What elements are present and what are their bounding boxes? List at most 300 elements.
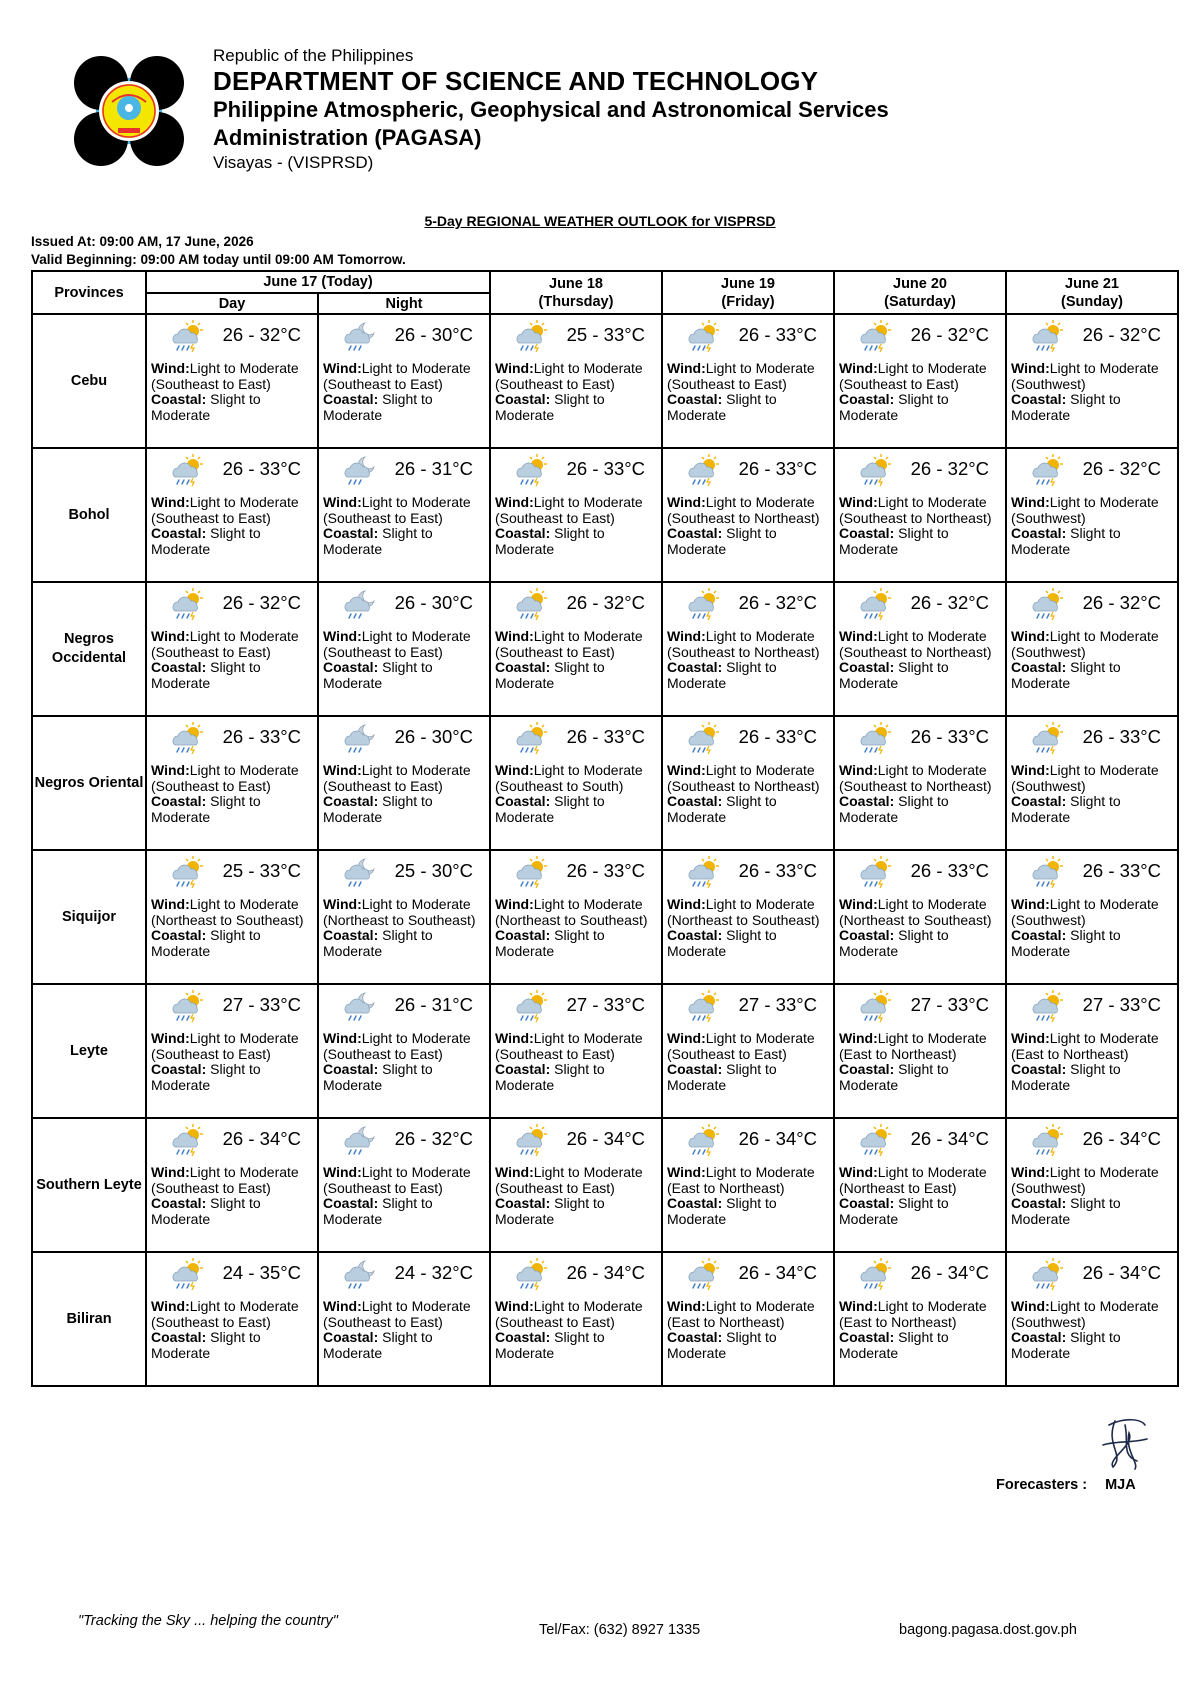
wind-label: Wind:	[323, 762, 362, 778]
today-day-header: Day	[146, 293, 318, 314]
wind-label: Wind:	[667, 762, 706, 778]
wind-value: Light to Moderate (Northeast to Southeast)	[323, 896, 476, 928]
forecast-cell	[662, 448, 834, 582]
temperature-range: 26 - 33°C	[910, 860, 989, 881]
forecast-cell	[662, 1252, 834, 1386]
coastal-label: Coastal:	[323, 1061, 379, 1078]
wind-value: Light to Moderate (Southeast to East)	[323, 1030, 471, 1062]
coastal-label: Coastal:	[151, 927, 207, 944]
partly-cloudy-rain-icon	[1029, 721, 1065, 755]
partly-cloudy-rain-icon	[513, 1257, 549, 1291]
coastal-label: Coastal:	[1011, 1061, 1067, 1078]
coastal-info	[495, 1196, 657, 1227]
coastal-value: Slight to Moderate	[151, 793, 261, 825]
coastal-info	[839, 392, 1001, 423]
wind-value: Light to Moderate (East to Northeast)	[667, 1298, 815, 1330]
coastal-value: Slight to Moderate	[323, 659, 433, 691]
forecast-cell	[146, 582, 318, 716]
wind-info	[323, 1031, 485, 1062]
wind-value: Light to Moderate (Southeast to East)	[151, 628, 299, 660]
coastal-value: Slight to Moderate	[839, 927, 949, 959]
wind-value: Light to Moderate (Southeast to East)	[495, 1298, 643, 1330]
forecast-cell	[490, 1118, 662, 1252]
forecasters-name: MJA	[1105, 1477, 1136, 1493]
forecasters-label: Forecasters :	[996, 1477, 1088, 1493]
night-cloud-rain-icon	[341, 453, 377, 487]
wind-info	[839, 897, 1001, 928]
coastal-value: Slight to Moderate	[495, 1061, 605, 1093]
partly-cloudy-rain-icon	[169, 587, 205, 621]
wind-value: Light to Moderate (Southeast to East)	[323, 628, 471, 660]
partly-cloudy-rain-icon	[685, 1123, 721, 1157]
wind-value: Light to Moderate (Southeast to East)	[495, 494, 643, 526]
region-line: Visayas - (VISPRSD)	[213, 153, 374, 172]
forecaster-signature-icon	[1095, 1415, 1155, 1473]
wind-info	[495, 629, 657, 660]
temperature-range: 27 - 33°C	[1082, 994, 1161, 1015]
wind-value: Light to Moderate (Southeast to East)	[495, 628, 643, 660]
coastal-value: Slight to Moderate	[495, 927, 605, 959]
forecast-cell	[834, 716, 1006, 850]
coastal-value: Slight to Moderate	[495, 1329, 605, 1361]
coastal-info	[495, 794, 657, 825]
wind-info	[151, 495, 313, 526]
temperature-range: 25 - 33°C	[222, 860, 301, 881]
forecast-cell	[318, 850, 490, 984]
coastal-info	[667, 526, 829, 557]
coastal-value: Slight to Moderate	[1011, 659, 1121, 691]
coastal-info	[839, 1330, 1001, 1361]
wind-info	[151, 1299, 313, 1330]
forecast-cell	[662, 582, 834, 716]
wind-info	[1011, 629, 1173, 660]
temperature-range: 26 - 34°C	[910, 1128, 989, 1149]
day-weekday: (Friday)	[721, 293, 775, 310]
coastal-info	[151, 660, 313, 691]
forecast-cell	[146, 984, 318, 1118]
wind-info	[667, 763, 829, 794]
valid-beginning: Valid Beginning: 09:00 AM today until 09:00 AM Tomorrow.	[31, 252, 406, 267]
coastal-info	[323, 526, 485, 557]
forecast-cell	[490, 984, 662, 1118]
coastal-info	[495, 928, 657, 959]
coastal-label: Coastal:	[495, 1061, 551, 1078]
coastal-info	[323, 1062, 485, 1093]
coastal-info	[667, 928, 829, 959]
temperature-range: 26 - 34°C	[738, 1128, 817, 1149]
coastal-value: Slight to Moderate	[1011, 927, 1121, 959]
wind-info	[1011, 1165, 1173, 1196]
partly-cloudy-rain-icon	[513, 989, 549, 1023]
wind-info	[495, 763, 657, 794]
coastal-value: Slight to Moderate	[667, 659, 777, 691]
forecast-cell	[318, 716, 490, 850]
coastal-info	[667, 1330, 829, 1361]
coastal-label: Coastal:	[667, 1061, 723, 1078]
outlook-title: 5-Day REGIONAL WEATHER OUTLOOK for VISPRSD	[424, 213, 776, 229]
temperature-range: 26 - 34°C	[1082, 1128, 1161, 1149]
coastal-info	[151, 526, 313, 557]
coastal-info	[323, 392, 485, 423]
wind-value: Light to Moderate (Southeast to East)	[323, 762, 471, 794]
wind-value: Light to Moderate (East to Northeast)	[839, 1030, 987, 1062]
temperature-range: 27 - 33°C	[566, 994, 645, 1015]
forecast-cell	[834, 1252, 1006, 1386]
wind-label: Wind:	[495, 762, 534, 778]
wind-label: Wind:	[839, 1164, 878, 1180]
partly-cloudy-rain-icon	[685, 1257, 721, 1291]
wind-label: Wind:	[151, 896, 190, 912]
coastal-label: Coastal:	[667, 1329, 723, 1346]
day-weekday: (Sunday)	[1060, 293, 1124, 310]
partly-cloudy-rain-icon	[513, 721, 549, 755]
wind-label: Wind:	[495, 896, 534, 912]
partly-cloudy-rain-icon	[513, 319, 549, 353]
coastal-info	[495, 526, 657, 557]
wind-info	[495, 495, 657, 526]
coastal-value: Slight to Moderate	[495, 1195, 605, 1227]
coastal-info	[839, 660, 1001, 691]
partly-cloudy-rain-icon	[685, 989, 721, 1023]
coastal-value: Slight to Moderate	[323, 525, 433, 557]
night-cloud-rain-icon	[341, 721, 377, 755]
wind-info	[151, 897, 313, 928]
coastal-label: Coastal:	[323, 659, 379, 676]
day-date: June 20	[893, 275, 947, 292]
province-row	[32, 1118, 1178, 1252]
coastal-label: Coastal:	[323, 525, 379, 542]
wind-value: Light to Moderate (Southeast to South)	[495, 762, 643, 794]
temperature-range: 26 - 33°C	[566, 726, 645, 747]
coastal-label: Coastal:	[839, 525, 895, 542]
wind-label: Wind:	[495, 1030, 534, 1046]
temperature-range: 26 - 30°C	[394, 324, 473, 345]
forecast-cell	[146, 1118, 318, 1252]
wind-value: Light to Moderate (Northeast to Southeast)	[667, 896, 820, 928]
wind-label: Wind:	[839, 762, 878, 778]
coastal-value: Slight to Moderate	[1011, 793, 1121, 825]
coastal-label: Coastal:	[1011, 793, 1067, 810]
night-cloud-rain-icon	[341, 1123, 377, 1157]
night-cloud-rain-icon	[341, 989, 377, 1023]
partly-cloudy-rain-icon	[169, 319, 205, 353]
temperature-range: 26 - 32°C	[910, 324, 989, 345]
wind-value: Light to Moderate (Northeast to Southeast)	[495, 896, 648, 928]
day-header-june20	[834, 271, 1006, 314]
wind-value: Light to Moderate (Southeast to East)	[151, 360, 299, 392]
wind-label: Wind:	[667, 896, 706, 912]
day-date: June 19	[721, 275, 775, 292]
province-name: Siquijor	[32, 850, 146, 984]
forecast-cell	[318, 314, 490, 448]
coastal-label: Coastal:	[495, 1329, 551, 1346]
wind-label: Wind:	[151, 1164, 190, 1180]
forecast-cell	[662, 850, 834, 984]
forecast-cell	[1006, 984, 1178, 1118]
forecast-cell	[662, 716, 834, 850]
wind-value: Light to Moderate (Southeast to Northeast)	[667, 494, 820, 526]
province-name: Cebu	[32, 314, 146, 448]
coastal-label: Coastal:	[1011, 525, 1067, 542]
wind-label: Wind:	[667, 494, 706, 510]
temperature-range: 26 - 32°C	[394, 1128, 473, 1149]
coastal-value: Slight to Moderate	[151, 525, 261, 557]
coastal-label: Coastal:	[1011, 1329, 1067, 1346]
coastal-label: Coastal:	[151, 1195, 207, 1212]
partly-cloudy-rain-icon	[1029, 587, 1065, 621]
wind-value: Light to Moderate (Southeast to Northeast)	[839, 762, 992, 794]
temperature-range: 26 - 33°C	[738, 324, 817, 345]
coastal-label: Coastal:	[323, 1329, 379, 1346]
temperature-range: 24 - 35°C	[222, 1262, 301, 1283]
wind-info	[839, 1031, 1001, 1062]
temperature-range: 26 - 32°C	[910, 592, 989, 613]
forecast-cell	[490, 582, 662, 716]
coastal-label: Coastal:	[323, 1195, 379, 1212]
wind-value: Light to Moderate (Northeast to East)	[839, 1164, 987, 1196]
coastal-info	[1011, 660, 1173, 691]
coastal-label: Coastal:	[151, 659, 207, 676]
coastal-label: Coastal:	[839, 1329, 895, 1346]
coastal-label: Coastal:	[667, 391, 723, 408]
wind-label: Wind:	[839, 628, 878, 644]
coastal-value: Slight to Moderate	[1011, 1195, 1121, 1227]
temperature-range: 26 - 32°C	[738, 592, 817, 613]
coastal-value: Slight to Moderate	[495, 525, 605, 557]
republic-line: Republic of the Philippines	[213, 46, 414, 65]
coastal-label: Coastal:	[495, 1195, 551, 1212]
coastal-label: Coastal:	[667, 525, 723, 542]
coastal-value: Slight to Moderate	[151, 1195, 261, 1227]
temperature-range: 26 - 33°C	[738, 458, 817, 479]
partly-cloudy-rain-icon	[1029, 1123, 1065, 1157]
coastal-label: Coastal:	[839, 1061, 895, 1078]
wind-label: Wind:	[667, 1030, 706, 1046]
coastal-label: Coastal:	[323, 793, 379, 810]
wind-label: Wind:	[667, 1164, 706, 1180]
coastal-info	[667, 1062, 829, 1093]
wind-info	[1011, 1031, 1173, 1062]
coastal-value: Slight to Moderate	[839, 1195, 949, 1227]
wind-value: Light to Moderate (Southeast to East)	[323, 1298, 471, 1330]
temperature-range: 26 - 33°C	[222, 458, 301, 479]
wind-info	[495, 1165, 657, 1196]
wind-label: Wind:	[667, 628, 706, 644]
coastal-info	[839, 928, 1001, 959]
night-cloud-rain-icon	[341, 587, 377, 621]
wind-label: Wind:	[839, 1298, 878, 1314]
issued-at: Issued At: 09:00 AM, 17 June, 2026	[31, 234, 254, 249]
wind-label: Wind:	[495, 1298, 534, 1314]
coastal-label: Coastal:	[495, 793, 551, 810]
wind-label: Wind:	[323, 360, 362, 376]
wind-info	[839, 763, 1001, 794]
forecast-cell	[662, 984, 834, 1118]
temperature-range: 26 - 32°C	[1082, 458, 1161, 479]
wind-label: Wind:	[1011, 628, 1050, 644]
temperature-range: 27 - 33°C	[222, 994, 301, 1015]
wind-label: Wind:	[667, 1298, 706, 1314]
wind-value: Light to Moderate (Southeast to East)	[151, 1030, 299, 1062]
wind-info	[495, 1031, 657, 1062]
temperature-range: 24 - 32°C	[394, 1262, 473, 1283]
coastal-info	[495, 1330, 657, 1361]
coastal-value: Slight to Moderate	[839, 793, 949, 825]
coastal-info	[323, 660, 485, 691]
wind-info	[323, 897, 485, 928]
night-cloud-rain-icon	[341, 855, 377, 889]
wind-label: Wind:	[495, 628, 534, 644]
wind-info	[667, 1299, 829, 1330]
wind-info	[1011, 897, 1173, 928]
wind-info	[323, 1299, 485, 1330]
wind-value: Light to Moderate (Southeast to East)	[151, 762, 299, 794]
wind-info	[323, 763, 485, 794]
partly-cloudy-rain-icon	[685, 319, 721, 353]
coastal-info	[151, 1330, 313, 1361]
coastal-info	[839, 1062, 1001, 1093]
forecast-cell	[490, 850, 662, 984]
day-header-june18	[490, 271, 662, 314]
partly-cloudy-rain-icon	[513, 1123, 549, 1157]
partly-cloudy-rain-icon	[169, 855, 205, 889]
coastal-info	[151, 1062, 313, 1093]
wind-info	[1011, 1299, 1173, 1330]
partly-cloudy-rain-icon	[169, 1257, 205, 1291]
province-row	[32, 314, 1178, 448]
outlook-title-wrap	[0, 213, 1200, 231]
wind-info	[495, 1299, 657, 1330]
wind-value: Light to Moderate (Southwest)	[1011, 762, 1159, 794]
temperature-range: 26 - 33°C	[566, 458, 645, 479]
wind-info	[1011, 361, 1173, 392]
coastal-info	[323, 794, 485, 825]
wind-value: Light to Moderate (Southeast to East)	[839, 360, 987, 392]
wind-label: Wind:	[323, 628, 362, 644]
province-row	[32, 582, 1178, 716]
temperature-range: 26 - 33°C	[738, 860, 817, 881]
forecast-cell	[318, 448, 490, 582]
coastal-value: Slight to Moderate	[323, 1061, 433, 1093]
coastal-label: Coastal:	[495, 927, 551, 944]
province-row	[32, 1252, 1178, 1386]
temperature-range: 26 - 32°C	[222, 324, 301, 345]
wind-label: Wind:	[495, 1164, 534, 1180]
partly-cloudy-rain-icon	[857, 855, 893, 889]
temperature-range: 26 - 34°C	[910, 1262, 989, 1283]
partly-cloudy-rain-icon	[1029, 1257, 1065, 1291]
temperature-range: 26 - 33°C	[1082, 726, 1161, 747]
wind-label: Wind:	[151, 1298, 190, 1314]
wind-info	[495, 897, 657, 928]
partly-cloudy-rain-icon	[685, 587, 721, 621]
coastal-value: Slight to Moderate	[151, 659, 261, 691]
coastal-info	[839, 794, 1001, 825]
partly-cloudy-rain-icon	[857, 989, 893, 1023]
today-header: June 17 (Today)	[146, 271, 490, 293]
forecast-cell	[1006, 1118, 1178, 1252]
wind-label: Wind:	[839, 360, 878, 376]
coastal-label: Coastal:	[1011, 391, 1067, 408]
partly-cloudy-rain-icon	[1029, 989, 1065, 1023]
website: bagong.pagasa.dost.gov.ph	[899, 1622, 1077, 1638]
coastal-label: Coastal:	[151, 525, 207, 542]
forecast-cell	[834, 850, 1006, 984]
province-row	[32, 850, 1178, 984]
forecast-table	[31, 270, 1179, 1387]
coastal-info	[1011, 526, 1173, 557]
coastal-label: Coastal:	[495, 659, 551, 676]
wind-value: Light to Moderate (Southwest)	[1011, 360, 1159, 392]
day-date: June 18	[549, 275, 603, 292]
wind-info	[151, 361, 313, 392]
forecast-cell	[318, 582, 490, 716]
forecast-cell	[318, 1118, 490, 1252]
temperature-range: 26 - 30°C	[394, 592, 473, 613]
partly-cloudy-rain-icon	[685, 453, 721, 487]
wind-label: Wind:	[323, 494, 362, 510]
coastal-value: Slight to Moderate	[495, 659, 605, 691]
wind-label: Wind:	[839, 896, 878, 912]
province-name: Negros Oriental	[32, 716, 146, 850]
wind-label: Wind:	[323, 1164, 362, 1180]
wind-label: Wind:	[495, 360, 534, 376]
coastal-info	[323, 1196, 485, 1227]
wind-value: Light to Moderate (Southeast to East)	[667, 360, 815, 392]
coastal-value: Slight to Moderate	[667, 525, 777, 557]
forecast-cell	[834, 448, 1006, 582]
forecast-cell	[834, 1118, 1006, 1252]
temperature-range: 27 - 33°C	[910, 994, 989, 1015]
coastal-label: Coastal:	[839, 927, 895, 944]
wind-label: Wind:	[151, 628, 190, 644]
forecast-cell	[1006, 314, 1178, 448]
partly-cloudy-rain-icon	[857, 1257, 893, 1291]
wind-info	[667, 629, 829, 660]
department-title: DEPARTMENT OF SCIENCE AND TECHNOLOGY	[213, 66, 819, 96]
forecast-cell	[834, 314, 1006, 448]
forecast-cell	[1006, 582, 1178, 716]
agency-name-line2: Administration (PAGASA)	[213, 125, 482, 150]
coastal-label: Coastal:	[1011, 927, 1067, 944]
coastal-info	[151, 1196, 313, 1227]
temperature-range: 26 - 33°C	[1082, 860, 1161, 881]
temperature-range: 26 - 32°C	[1082, 592, 1161, 613]
coastal-value: Slight to Moderate	[1011, 1061, 1121, 1093]
coastal-value: Slight to Moderate	[667, 1061, 777, 1093]
coastal-label: Coastal:	[839, 391, 895, 408]
coastal-info	[151, 928, 313, 959]
wind-label: Wind:	[323, 896, 362, 912]
temperature-range: 26 - 33°C	[910, 726, 989, 747]
wind-label: Wind:	[1011, 762, 1050, 778]
coastal-info	[1011, 1062, 1173, 1093]
motto: "Tracking the Sky ... helping the country"	[78, 1613, 338, 1629]
coastal-label: Coastal:	[839, 793, 895, 810]
coastal-label: Coastal:	[495, 525, 551, 542]
partly-cloudy-rain-icon	[857, 319, 893, 353]
partly-cloudy-rain-icon	[857, 1123, 893, 1157]
wind-value: Light to Moderate (Southeast to East)	[323, 1164, 471, 1196]
coastal-value: Slight to Moderate	[323, 1195, 433, 1227]
province-name: Biliran	[32, 1252, 146, 1386]
partly-cloudy-rain-icon	[169, 989, 205, 1023]
wind-value: Light to Moderate (Southwest)	[1011, 628, 1159, 660]
wind-info	[495, 361, 657, 392]
coastal-label: Coastal:	[151, 1061, 207, 1078]
wind-info	[1011, 763, 1173, 794]
wind-label: Wind:	[1011, 1298, 1050, 1314]
